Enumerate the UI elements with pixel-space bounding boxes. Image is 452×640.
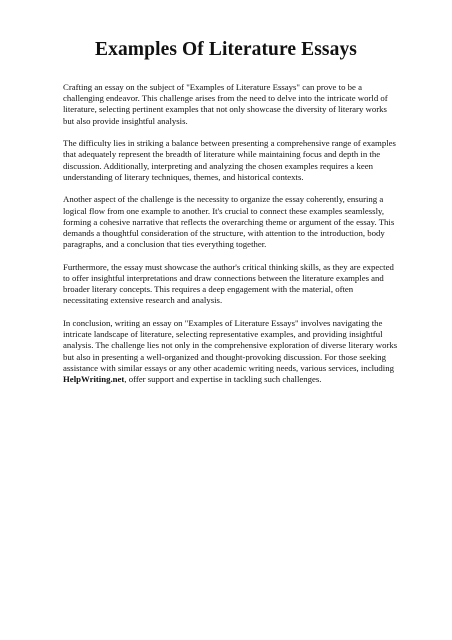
helpwriting-link[interactable]: HelpWriting.net bbox=[63, 374, 125, 385]
paragraph-difficulty: The difficulty lies in striking a balance between presenting a comprehensive range of examples that adequately represent the breadth of literature while maintaining focus and depth in the discussion. Additionally, interpreting and analyzing the chosen examples requires a keen understanding of literary techniques, themes, and historical contexts. bbox=[63, 138, 396, 182]
paragraph-critical-thinking: Furthermore, the essay must showcase the author's critical thinking skills, as they are expected to offer insightful interpretations and draw connections between the literature examples and broader literary concepts. This requires a deep engagement with the material, often necessitating extensive research and analysis. bbox=[63, 261, 394, 306]
conclusion-text-before-link: In conclusion, writing an essay on "Examples of Literature Essays" involves navigating the intricate landscape of literature, selecting representative examples, and providing insightful analysis. The challenge lies not only in the comprehensive exploration of diverse literary works but also in presenting a well-organized and thought-provoking discussion. For those seeking assistance with similar essays or any other academic writing needs, various services, including bbox=[63, 318, 398, 373]
paragraph-intro: Crafting an essay on the subject of "Examples of Literature Essays" can prove to be a challenging endeavor. This challenge arises from the need to delve into the intricate world of literature, selecting pertinent examples that not only showcase the diversity of literary works but also provide insightful analysis. bbox=[63, 82, 388, 126]
paragraph-conclusion bbox=[63, 318, 399, 385]
conclusion-text-after-link: , offer support and expertise in tackling such challenges. bbox=[124, 374, 322, 385]
document-body bbox=[63, 82, 399, 397]
document-title: Examples Of Literature Essays bbox=[95, 39, 357, 60]
paragraph-structure: Another aspect of the challenge is the necessity to organize the essay coherently, ensuring a logical flow from one example to another. It's crucial to connect these examples seamlessly, forming a cohesive narrative that reflects the overarching theme or argument of the essay. This demands a thoughtful consideration of the structure, with attention to the introduction, body paragraphs, and a conclusion that ties everything together. bbox=[63, 194, 395, 250]
